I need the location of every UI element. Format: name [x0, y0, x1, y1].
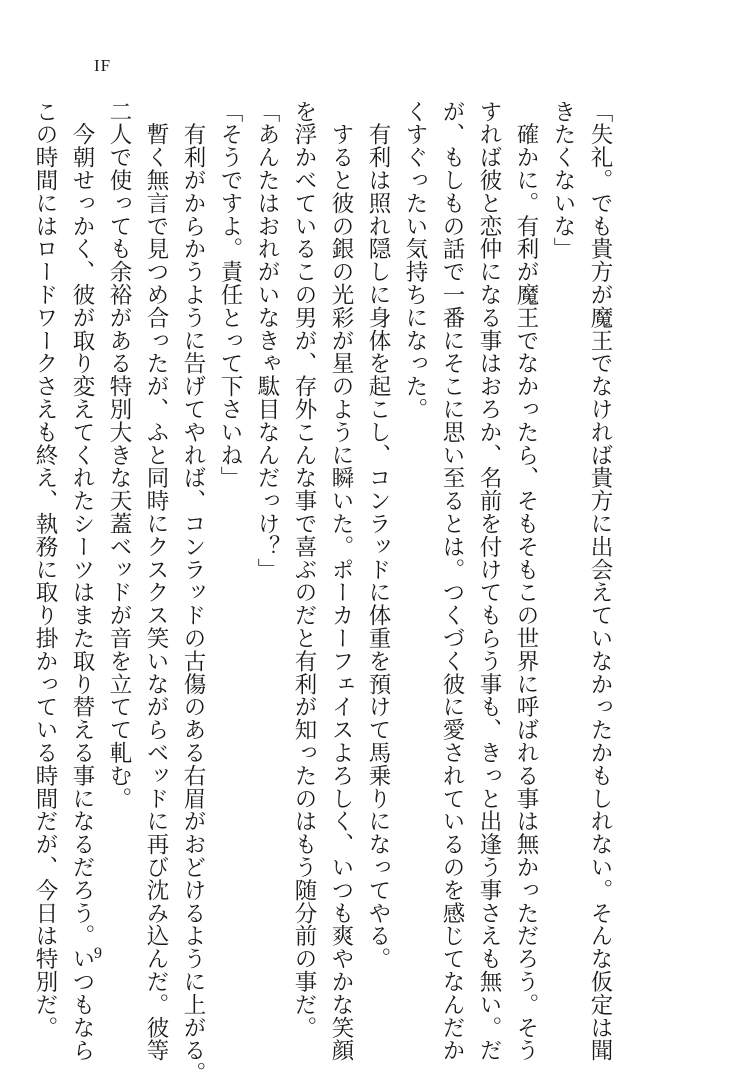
text-line: 二人で使っても余裕がある特別大きな天蓋ベッドが音を立てて軋む。: [106, 100, 132, 810]
text-line: 「失礼。でも貴方が魔王でなければ貴方に出会えていなかったかもしれない。そんな仮定は聞: [587, 100, 613, 1062]
text-line: を浮かべているこの男が、存外こんな事で喜ぶのだと有利が知ったのはもう随分前の事だ。: [291, 100, 317, 1039]
text-line: この時間にはロードワークさえも終え、執務に取り掛かっている時間だが、今日は特別だ。: [32, 100, 58, 1039]
text-line: 暫く無言で見つめ合ったが、ふと同時にクスクス笑いながらベッドに再び沈み込んだ。彼等: [143, 100, 169, 1062]
text-line: 今朝せっかく、彼が取り変えてくれたシーツはまた取り替える事になるだろう。いつもなら: [69, 100, 95, 1062]
text-line: 「あんたはおれがいなきゃ駄目なんだっけ？」: [254, 100, 280, 581]
text-line: 有利がからかうように告げてやれば、コンラッドの古傷のある右眉がおどけるように上がる。: [180, 100, 206, 1085]
text-line: 「そうですよ。責任とって下さいね」: [217, 100, 243, 490]
text-line: が、もしもの話で一番にそこに思い至るとは。つくづく彼に愛されているのを感じてなんだか: [439, 100, 465, 1062]
page-number: 9: [94, 945, 102, 962]
text-line: くすぐったい気持ちになった。: [402, 100, 428, 421]
novel-body-text: [26, 100, 618, 1085]
text-line: きたくないな」: [550, 100, 576, 261]
running-header: IF: [94, 56, 112, 75]
text-line: 確かに。有利が魔王でなかったら、そもそもこの世界に呼ばれる事は無かっただろう。そう: [513, 100, 539, 1062]
text-line: すると彼の銀の光彩が星のように瞬いた。ポーカーフェイスよろしく、いつも爽やかな笑顔: [328, 100, 354, 1062]
text-line: 有利は照れ隠しに身体を起こし、コンラッドに体重を預けて馬乗りになってやる。: [365, 100, 391, 971]
text-line: すれば彼と恋仲になる事はおろか、名前を付けてもらう事も、きっと出逢う事さえも無い。だ: [476, 100, 502, 1062]
